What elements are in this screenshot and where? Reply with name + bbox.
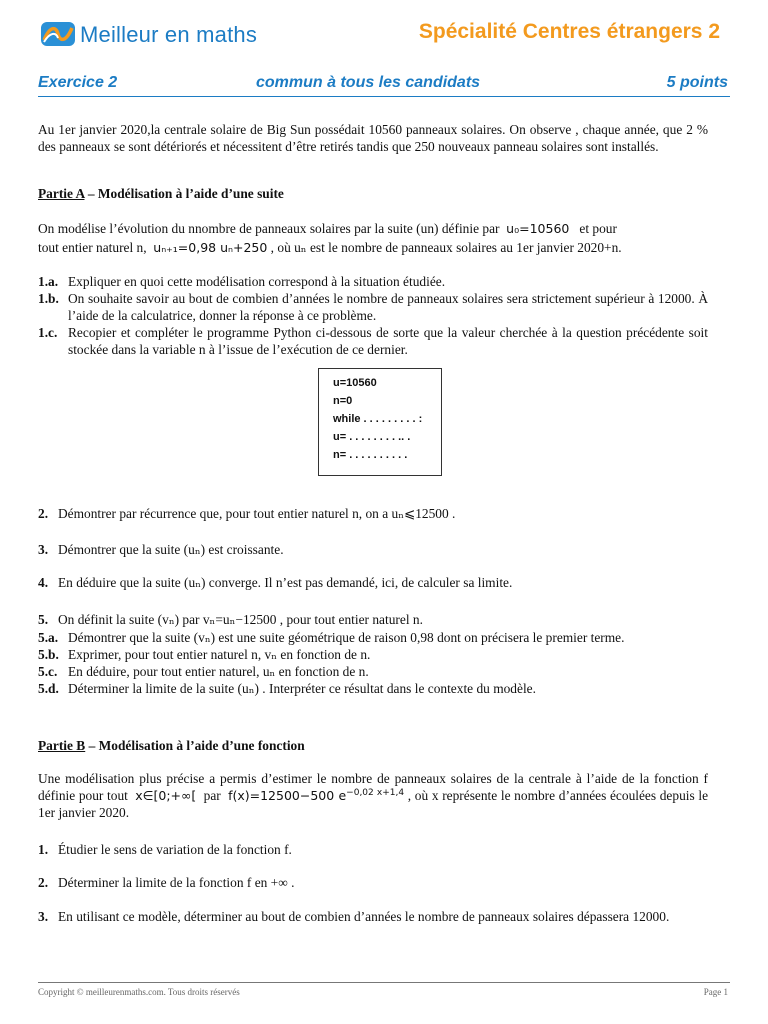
- logo-text[interactable]: Meilleur en maths: [80, 22, 258, 47]
- code-line: n=0: [333, 395, 353, 407]
- question-5d: 5.d. Déterminer la limite de la suite (uₙ) . Interpréter ce résultat dans le contexte du modèle.: [38, 681, 536, 696]
- function-formula: f(x)=12500−500 $e^{-0,02 x+1,4}$: [228, 787, 405, 803]
- model-text-c: tout entier naturel n,: [38, 240, 147, 255]
- question-1a: 1.a. Expliquer en quoi cette modélisation correspond à la situation étudiée.: [38, 274, 446, 289]
- model-text-d: , où uₙ est le nombre de panneaux solaires au 1er janvier 2020+n.: [270, 240, 622, 255]
- code-line: while . . . . . . . . . :: [333, 413, 423, 425]
- question-1c: 1.c. Recopier et compléter le programme Python ci-dessous de sorte que la valeur cherchée à la question précédente soit stockée dans la variable n à l’issue de l’exécution de ce dernier.: [38, 325, 708, 357]
- exercise-audience: commun à tous les candidats: [256, 74, 481, 91]
- question-3: 3. Démontrer que la suite (uₙ) est croissante.: [38, 542, 284, 557]
- question-5b: 5.b. Exprimer, pour tout entier naturel n, vₙ en fonction de n.: [38, 647, 371, 662]
- exercise-points: 5 points: [666, 74, 728, 91]
- python-code-box: [318, 368, 442, 476]
- partA-subtitle: – Modélisation à l’aide d’une suite: [84, 186, 284, 201]
- logo-icon: [40, 20, 76, 48]
- partB-subtitle: – Modélisation à l’aide d’une fonction: [85, 738, 305, 753]
- exercise-header: [38, 74, 730, 97]
- footer-page-number: Page 1: [703, 987, 728, 997]
- partA-model: [38, 220, 710, 256]
- partB-heading: [38, 737, 305, 754]
- partB-title: Partie B: [38, 738, 86, 753]
- partB-question-1: 1. Étudier le sens de variation de la fonction f.: [38, 842, 292, 857]
- code-line: n= . . . . . . . . . .: [333, 449, 408, 461]
- code-line: u= . . . . . . . . .. .: [333, 431, 411, 443]
- question-list-5: [38, 611, 708, 697]
- exercise-label: Exercice 2: [38, 74, 118, 91]
- model-text-a: On modélise l’évolution du nnombre de panneaux solaires par la suite (un) définie par: [38, 221, 500, 236]
- domain-formula: x∈[0;+∞[: [135, 788, 197, 803]
- question-5c: 5.c. En déduire, pour tout entier naturel, uₙ en fonction de n.: [38, 664, 369, 679]
- partB-question-2: 2. Déterminer la limite de la fonction f en +∞ .: [38, 875, 295, 890]
- question-1b: 1.b. On souhaite savoir au bout de combien d’années le nombre de panneaux solaires sera strictement supérieur à 12000. À l’aide de la calculatrice, donner la réponse à ce problème.: [38, 291, 708, 323]
- partB-question-3: 3. En utilisant ce modèle, déterminer au bout de combien d’années le nombre de panneaux solaires dépassera 12000.: [38, 909, 670, 924]
- intro-paragraph: Au 1er janvier 2020,la centrale solaire de Big Sun possédait 10560 panneaux solaires. On observe , chaque année, que 2 % des panneaux se sont détériorés et nécessitent d’être retirés tandis que 250 nouveaux panneau solaires sont installés.: [38, 122, 708, 154]
- question-list-1: [38, 273, 708, 358]
- partA-title: Partie A: [38, 186, 85, 201]
- footer-divider: [38, 982, 730, 983]
- footer-copyright: Copyright © meilleurenmaths.com. Tous droits réservés: [38, 987, 240, 997]
- page-title: Spécialité Centres étrangers 2: [418, 20, 720, 43]
- partB-intro: Une modélisation plus précise a permis d’estimer le nombre de panneaux solaires de la centrale à l’aide de la fonction f définie pour tout x∈[0;+∞[ par f(x)=12500−500 $e^{-0,02 x+1,4}$ , où x représente le nombre d’années écoulées depuis le 1er janvier 2020.: [38, 771, 709, 820]
- model-text-b: et pour: [579, 221, 617, 236]
- question-4: 4. En déduire que la suite (uₙ) converge. Il n’est pas demandé, ici, de calculer sa limite.: [38, 575, 513, 590]
- partA-heading: [38, 185, 284, 202]
- u0-formula: u₀=10560: [506, 221, 570, 236]
- function-exponent: −0,02 x+1,4: [346, 787, 405, 798]
- question-2: 2. Démontrer par récurrence que, pour tout entier naturel n, on a uₙ⩽12500 .: [38, 506, 456, 521]
- code-line: u=10560: [333, 377, 377, 389]
- recurrence-formula: uₙ₊₁=0,98 uₙ+250: [153, 240, 268, 255]
- question-5: 5. On définit la suite (vₙ) par vₙ=uₙ−12500 , pour tout entier naturel n.: [38, 612, 423, 627]
- question-5a: 5.a. Démontrer que la suite (vₙ) est une suite géométrique de raison 0,98 dont on précisera le premier terme.: [38, 630, 625, 645]
